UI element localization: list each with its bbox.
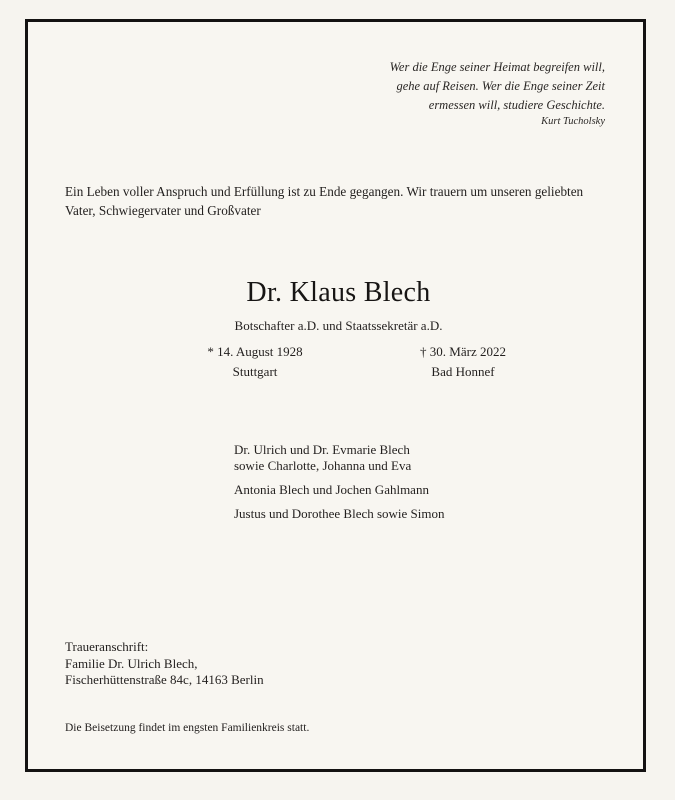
mourner-line: sowie Charlotte, Johanna und Eva (234, 458, 412, 473)
intro-line-2: Vater, Schwiegervater und Großvater (65, 203, 261, 218)
mourner-group (234, 506, 445, 522)
address-label: Traueranschrift: (65, 639, 149, 654)
black-border-frame (25, 19, 646, 772)
death-info (393, 342, 533, 382)
epigraph-quote (305, 58, 605, 115)
birth-info (185, 342, 325, 382)
quote-line-1: Wer die Enge seiner Heimat begreifen will, (389, 60, 605, 74)
funeral-note: Die Beisetzung findet im engsten Familienkreis statt. (65, 722, 310, 734)
mourner-line: Antonia Blech und Jochen Gahlmann (234, 482, 429, 497)
intro-line-1: Ein Leben voller Anspruch und Erfüllung ist zu Ende gegangen. Wir trauern um unseren geliebten (65, 184, 584, 199)
birth-place: Stuttgart (232, 364, 278, 379)
mourner-group (234, 442, 445, 474)
deceased-position: Botschafter a.D. und Staatssekretär a.D. (234, 318, 443, 333)
quote-line-3: ermessen will, studiere Geschichte. (428, 98, 605, 112)
mourning-address (65, 639, 264, 689)
mourner-group (234, 482, 445, 498)
deceased-name: Dr. Klaus Blech (246, 277, 431, 308)
quote-author: Kurt Tucholsky (541, 116, 605, 127)
quote-line-2: gehe auf Reisen. Wer die Enge seiner Zeit (396, 79, 605, 93)
mourner-line: Dr. Ulrich und Dr. Evmarie Blech (234, 442, 410, 457)
death-place: Bad Honnef (431, 364, 495, 379)
address-line-2: Fischerhüttenstraße 84c, 14163 Berlin (65, 672, 264, 687)
intro-text (65, 182, 625, 220)
address-line-1: Familie Dr. Ulrich Blech, (65, 655, 198, 671)
death-date: † 30. März 2022 (420, 344, 506, 359)
mourners-list (234, 442, 445, 530)
mourner-line: Justus und Dorothee Blech sowie Simon (234, 506, 445, 521)
birth-date: * 14. August 1928 (207, 344, 303, 359)
